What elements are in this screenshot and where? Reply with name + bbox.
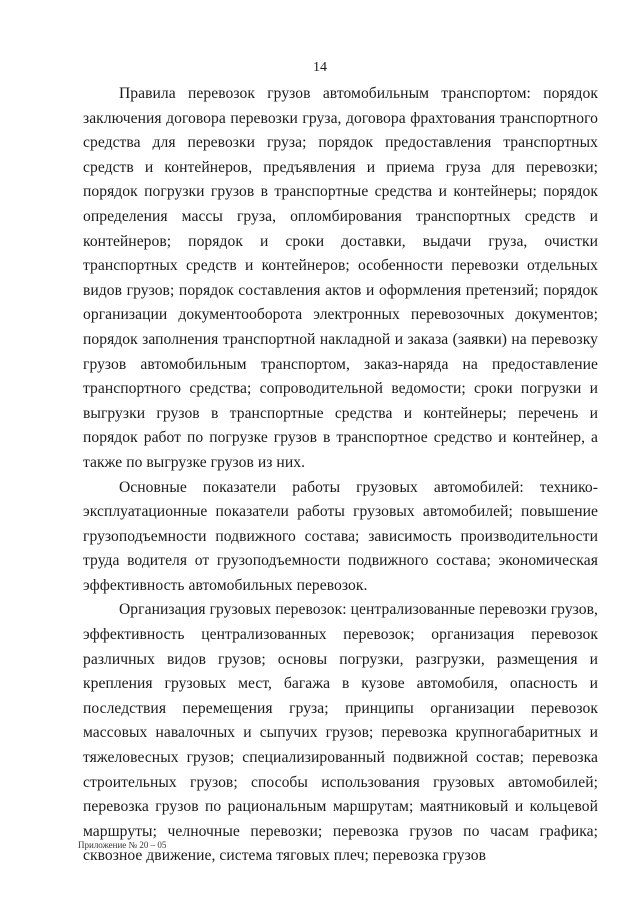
footer-appendix-label: Приложение № 20 – 05 <box>78 840 167 850</box>
document-body <box>83 82 598 869</box>
paragraph-truck-indicators: Основные показатели работы грузовых автомобилей: технико-эксплуатационные показатели работы грузовых автомобилей; повышение грузоподъемности подвижного состава; зависимость производительности труда водителя от грузоподъемности подвижного состава; экономическая эффективность автомобильных перевозок. <box>83 478 598 594</box>
paragraph-cargo-organization: Организация грузовых перевозок: централизованные перевозки грузов, эффективность централизованных перевозок; организация перевозок различных видов грузов; основы погрузки, разгрузки, размещения и крепления грузовых мест, багажа в кузове автомобиля, опасность и последствия перемещения груза; принципы организации перевозок массовых навалочных и сыпучих грузов; перевозка крупногабаритных и тяжеловесных грузов; специализированный подвижной состав; перевозка строительных грузов; способы использования грузовых автомобилей; перевозка грузов по рациональным маршрутам; маятниковый и кольцевой маршруты; челночные перевозки; перевозка грузов по часам графика; сквозное движение, система тяговых плеч; перевозка грузов <box>83 601 598 865</box>
paragraph-transport-rules: Правила перевозок грузов автомобильным транспортом: порядок заключения договора перевозки груза, договора фрахтования транспортного средства для перевозки груза; порядок предоставления транспортных средств и контейнеров, предъявления и приема груза для перевозки; порядок погрузки грузов в транспортные средства и контейнеры; порядок определения массы груза, опломбирования транспортных средств и контейнеров; порядок и сроки доставки, выдачи груза, очистки транспортных средств и контейнеров; особенности перевозки отдельных видов грузов; порядок составления актов и оформления претензий; порядок организации документооборота электронных перевозочных документов; порядок заполнения транспортной накладной и заказа (заявки) на перевозку грузов автомобильным транспортом, заказ-наряда на предоставление транспортного средства; сопроводительной ведомости; сроки погрузки и выгрузки грузов в транспортные средства и контейнеры; перечень и порядок работ по погрузке грузов в транспортное средство и контейнер, а также по выгрузке грузов из них. <box>83 85 598 471</box>
page-number: 14 <box>313 60 327 75</box>
